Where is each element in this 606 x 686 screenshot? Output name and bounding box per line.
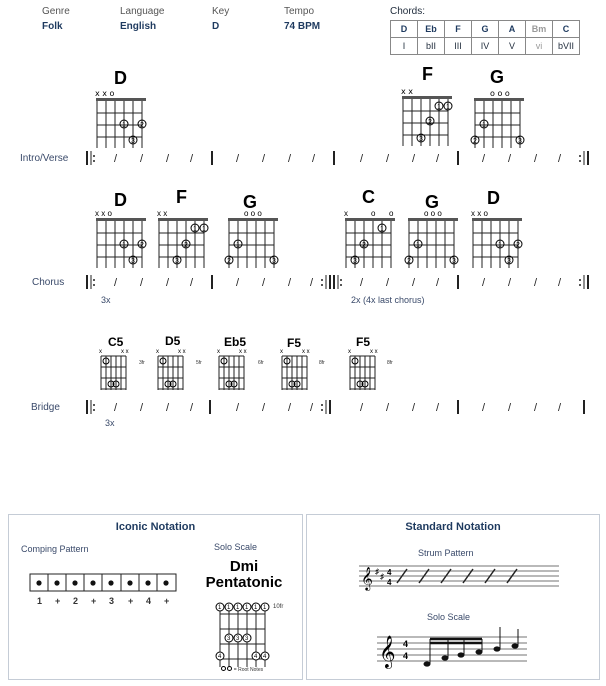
svg-text:/: / bbox=[386, 153, 390, 165]
svg-text:3: 3 bbox=[272, 258, 276, 265]
svg-text:1: 1 bbox=[227, 605, 231, 611]
svg-text:/: / bbox=[114, 153, 118, 165]
svg-text:/: / bbox=[508, 277, 512, 289]
svg-text:♯: ♯ bbox=[380, 572, 384, 581]
chorus-chord-name: D bbox=[114, 190, 127, 210]
svg-text:1: 1 bbox=[482, 122, 486, 129]
svg-text:1: 1 bbox=[193, 226, 197, 233]
chorus-diagram-g bbox=[404, 206, 464, 270]
svg-text:/: / bbox=[190, 153, 194, 165]
svg-text:x x: x x bbox=[401, 87, 414, 96]
svg-text:3: 3 bbox=[131, 138, 135, 145]
svg-text:2: 2 bbox=[362, 242, 366, 249]
legend-chord: G bbox=[472, 21, 499, 38]
bridge-label: Bridge bbox=[31, 402, 60, 413]
svg-text:/: / bbox=[262, 153, 266, 165]
meta-tempo-label: Tempo bbox=[284, 6, 315, 17]
bridge-fret-marker: 8fr bbox=[387, 360, 393, 366]
svg-text:2: 2 bbox=[227, 258, 231, 265]
meta-tempo bbox=[284, 6, 320, 32]
beat-label: + bbox=[128, 596, 134, 606]
chorus-chord-name: C bbox=[362, 187, 375, 207]
svg-text:o: o bbox=[389, 209, 394, 218]
root-note-icon bbox=[221, 666, 226, 671]
svg-text:𝄞: 𝄞 bbox=[361, 566, 373, 590]
svg-text:x: x bbox=[156, 349, 159, 355]
strum-pattern-label: Strum Pattern bbox=[418, 548, 474, 558]
svg-text:1: 1 bbox=[437, 104, 441, 111]
meta-key-label: Key bbox=[212, 6, 230, 17]
svg-text:2: 2 bbox=[428, 119, 432, 126]
svg-text:x: x bbox=[348, 349, 351, 355]
beat-label: 2 bbox=[73, 596, 79, 606]
chorus-chord-name: D bbox=[487, 188, 500, 208]
bridge-fret-marker: 3fr bbox=[139, 360, 145, 366]
iconic-notation-title: Iconic Notation bbox=[115, 521, 196, 533]
bridge-diagram-d5 bbox=[155, 346, 191, 392]
svg-text:/: / bbox=[262, 277, 266, 289]
svg-text:/: / bbox=[140, 277, 144, 289]
svg-text:1: 1 bbox=[380, 226, 384, 233]
svg-text:x: x bbox=[344, 209, 348, 218]
svg-text:3: 3 bbox=[507, 258, 511, 265]
svg-text:1: 1 bbox=[218, 605, 222, 611]
svg-text:2: 2 bbox=[473, 138, 477, 145]
svg-text:/: / bbox=[360, 277, 364, 289]
root-notes-legend bbox=[221, 666, 263, 673]
svg-text:x: x bbox=[280, 349, 283, 355]
svg-text:x x: x x bbox=[302, 349, 310, 355]
svg-text:/: / bbox=[508, 402, 512, 414]
svg-text:4: 4 bbox=[387, 578, 392, 587]
bridge-chord-name: C5 bbox=[108, 335, 124, 349]
chords-legend bbox=[390, 6, 580, 55]
svg-text:x x o: x x o bbox=[95, 89, 115, 98]
svg-text:o o o: o o o bbox=[490, 89, 510, 98]
bridge-fret-marker: 6fr bbox=[258, 360, 264, 366]
svg-text:x x o: x x o bbox=[471, 209, 488, 218]
svg-text:/: / bbox=[386, 402, 390, 414]
meta-key bbox=[212, 6, 229, 32]
solo-scale-fretboard bbox=[214, 599, 270, 675]
chord-diagram-d bbox=[92, 86, 152, 150]
svg-text:1: 1 bbox=[416, 242, 420, 249]
svg-text:/: / bbox=[558, 153, 562, 165]
svg-text:/: / bbox=[558, 402, 562, 414]
scale-name bbox=[194, 559, 294, 591]
svg-text:/: / bbox=[114, 402, 118, 414]
legend-chord: F bbox=[445, 21, 472, 38]
svg-text:/: / bbox=[360, 153, 364, 165]
svg-text:/: / bbox=[262, 402, 266, 414]
intro-chord-name: F bbox=[422, 64, 433, 84]
svg-text:3: 3 bbox=[452, 258, 456, 265]
svg-text:4: 4 bbox=[387, 568, 392, 577]
svg-text:/: / bbox=[360, 402, 364, 414]
svg-text:/: / bbox=[190, 402, 194, 414]
svg-text:x: x bbox=[217, 349, 220, 355]
beat-label: + bbox=[91, 596, 97, 606]
svg-text:/: / bbox=[190, 277, 194, 289]
svg-text:/: / bbox=[482, 277, 486, 289]
chord-diagram-f bbox=[398, 84, 458, 148]
chorus-diagram-d bbox=[468, 206, 528, 270]
legend-numeral: IV bbox=[472, 38, 499, 55]
svg-text:/: / bbox=[140, 153, 144, 165]
bridge-diagram-f5 bbox=[345, 346, 385, 392]
scale-key: Dmi bbox=[229, 558, 259, 575]
svg-text:1: 1 bbox=[236, 242, 240, 249]
svg-text:/: / bbox=[236, 277, 240, 289]
chorus-chord-name: F bbox=[176, 187, 187, 207]
iconic-solo-scale-label: Solo Scale bbox=[214, 542, 258, 552]
svg-text:/: / bbox=[166, 277, 170, 289]
svg-text:1: 1 bbox=[236, 605, 240, 611]
svg-text:x x: x x bbox=[157, 209, 168, 218]
bridge-chord-name: F5 bbox=[287, 336, 302, 350]
svg-text:1: 1 bbox=[263, 605, 267, 611]
chorus-diagram-d bbox=[92, 206, 152, 270]
svg-text:3: 3 bbox=[353, 258, 357, 265]
svg-text:/: / bbox=[558, 277, 562, 289]
svg-text:/: / bbox=[508, 153, 512, 165]
chorus-repeat-1: 3x bbox=[101, 295, 111, 305]
beat-label: 4 bbox=[146, 596, 152, 606]
comping-pattern-grid bbox=[29, 573, 177, 593]
svg-text:𝄞: 𝄞 bbox=[379, 635, 396, 668]
svg-text:/: / bbox=[166, 153, 170, 165]
svg-text:3: 3 bbox=[518, 138, 522, 145]
legend-chord: A bbox=[499, 21, 526, 38]
svg-text:2: 2 bbox=[407, 258, 411, 265]
chord-diagram-g bbox=[470, 86, 530, 150]
svg-text:/: / bbox=[288, 402, 292, 414]
svg-text:4: 4 bbox=[403, 651, 409, 661]
svg-text:/: / bbox=[534, 153, 538, 165]
chorus-chord-name: G bbox=[425, 192, 440, 212]
intro-chord-name: D bbox=[114, 68, 127, 88]
meta-genre-value: Folk bbox=[42, 21, 63, 32]
svg-text:x x: x x bbox=[121, 349, 129, 355]
meta-key-value: D bbox=[212, 21, 220, 32]
svg-text:/: / bbox=[312, 153, 316, 165]
svg-text:♯: ♯ bbox=[375, 567, 379, 576]
bridge-chord-name: F5 bbox=[356, 335, 371, 349]
svg-text:3: 3 bbox=[419, 136, 423, 143]
legend-chord: Eb bbox=[418, 21, 445, 38]
meta-language-value: English bbox=[120, 21, 157, 32]
svg-text:/: / bbox=[386, 277, 390, 289]
bridge-fret-marker: 5fr bbox=[196, 360, 202, 366]
svg-text:/: / bbox=[436, 277, 440, 289]
svg-text:x: x bbox=[99, 349, 102, 355]
chorus-repeat-2: 2x (4x last chorus) bbox=[351, 295, 425, 305]
beat-label: 3 bbox=[109, 596, 115, 606]
svg-text:/: / bbox=[114, 277, 118, 289]
svg-text:3: 3 bbox=[245, 636, 249, 642]
svg-text:/: / bbox=[288, 277, 292, 289]
scale-type: Pentatonic bbox=[205, 573, 283, 591]
bridge-diagram-c5 bbox=[98, 346, 134, 392]
bridge-repeat: 3x bbox=[105, 418, 115, 428]
svg-text:/: / bbox=[412, 277, 416, 289]
scale-fret-marker: 10fr bbox=[273, 604, 284, 610]
bridge-bars bbox=[84, 398, 590, 416]
svg-text:/: / bbox=[412, 402, 416, 414]
beat-label: 1 bbox=[37, 596, 43, 606]
svg-text:/: / bbox=[166, 402, 170, 414]
svg-text:1: 1 bbox=[254, 605, 258, 611]
svg-text:/: / bbox=[412, 153, 416, 165]
chorus-chord-name: G bbox=[243, 192, 258, 212]
svg-text:x x o: x x o bbox=[95, 209, 112, 218]
legend-numeral: vi bbox=[526, 38, 553, 55]
chorus-bars bbox=[84, 273, 590, 291]
legend-numeral: V bbox=[499, 38, 526, 55]
svg-text:4: 4 bbox=[218, 654, 222, 660]
svg-text:1: 1 bbox=[498, 242, 502, 249]
meta-tempo-value: 74 BPM bbox=[284, 21, 321, 32]
svg-text:2: 2 bbox=[140, 122, 144, 129]
meta-language bbox=[120, 6, 165, 32]
beat-label: + bbox=[55, 596, 61, 606]
svg-text:1: 1 bbox=[202, 226, 206, 233]
iconic-notation-panel bbox=[8, 514, 303, 680]
standard-notation-title: Standard Notation bbox=[405, 521, 501, 533]
bridge-diagram-f5 bbox=[277, 346, 317, 392]
standard-notation-panel bbox=[306, 514, 600, 680]
svg-text:2: 2 bbox=[140, 242, 144, 249]
svg-text:/: / bbox=[310, 402, 314, 414]
svg-text:/: / bbox=[482, 153, 486, 165]
svg-text:/: / bbox=[436, 402, 440, 414]
svg-text:/: / bbox=[236, 402, 240, 414]
svg-text:1: 1 bbox=[122, 242, 126, 249]
legend-numeral: III bbox=[445, 38, 472, 55]
svg-text:x x: x x bbox=[178, 349, 186, 355]
svg-text:/: / bbox=[310, 277, 314, 289]
svg-text:3: 3 bbox=[175, 258, 179, 265]
svg-text:3: 3 bbox=[227, 636, 231, 642]
svg-text:x x: x x bbox=[239, 349, 247, 355]
bridge-chord-name: Eb5 bbox=[224, 335, 247, 349]
svg-text:x x: x x bbox=[370, 349, 378, 355]
svg-text:2: 2 bbox=[516, 242, 520, 249]
svg-text:1: 1 bbox=[245, 605, 249, 611]
svg-text:/: / bbox=[288, 153, 292, 165]
svg-text:4: 4 bbox=[254, 654, 258, 660]
root-notes-text: = Root Notes bbox=[233, 667, 264, 673]
bridge-diagram-eb5 bbox=[214, 346, 254, 392]
svg-text:/: / bbox=[482, 402, 486, 414]
comping-pattern-label: Comping Pattern bbox=[21, 544, 89, 554]
meta-language-label: Language bbox=[120, 6, 165, 17]
root-note-icon bbox=[227, 666, 232, 671]
legend-chord: Bm bbox=[526, 21, 553, 38]
solo-scale-staff bbox=[377, 625, 537, 671]
svg-text:/: / bbox=[236, 153, 240, 165]
intro-verse-label: Intro/Verse bbox=[20, 153, 69, 164]
chords-legend-table bbox=[390, 20, 580, 55]
legend-chord: C bbox=[553, 21, 580, 38]
legend-numeral: bVII bbox=[553, 38, 580, 55]
svg-text:3: 3 bbox=[131, 258, 135, 265]
svg-text:1: 1 bbox=[446, 104, 450, 111]
intro-bars bbox=[84, 149, 590, 167]
chords-legend-title: Chords: bbox=[390, 6, 426, 17]
svg-text:o: o bbox=[371, 209, 376, 218]
bridge-fret-marker: 8fr bbox=[319, 360, 325, 366]
chorus-label: Chorus bbox=[32, 277, 65, 288]
bridge-chord-name: D5 bbox=[165, 334, 181, 348]
strum-pattern-staff bbox=[359, 561, 559, 591]
svg-text:3: 3 bbox=[236, 636, 240, 642]
chorus-diagram-f bbox=[154, 206, 214, 270]
svg-text:o o o: o o o bbox=[244, 209, 262, 218]
svg-text:/: / bbox=[140, 402, 144, 414]
standard-solo-scale-label: Solo Scale bbox=[427, 612, 471, 622]
intro-chord-name: G bbox=[490, 67, 505, 87]
svg-text:2: 2 bbox=[184, 242, 188, 249]
beat-label: + bbox=[164, 596, 170, 606]
chorus-diagram-c bbox=[341, 206, 401, 270]
svg-text:/: / bbox=[534, 402, 538, 414]
chorus-diagram-g bbox=[224, 206, 284, 270]
svg-text:/: / bbox=[534, 277, 538, 289]
meta-genre-label: Genre bbox=[42, 6, 70, 17]
svg-text:1: 1 bbox=[122, 122, 126, 129]
legend-chord: D bbox=[391, 21, 418, 38]
svg-text:4: 4 bbox=[403, 639, 409, 649]
meta-genre bbox=[42, 6, 70, 32]
svg-text:4: 4 bbox=[263, 654, 267, 660]
svg-text:o o o: o o o bbox=[424, 209, 442, 218]
legend-numeral: bII bbox=[418, 38, 445, 55]
svg-text:/: / bbox=[436, 153, 440, 165]
legend-numeral: I bbox=[391, 38, 418, 55]
